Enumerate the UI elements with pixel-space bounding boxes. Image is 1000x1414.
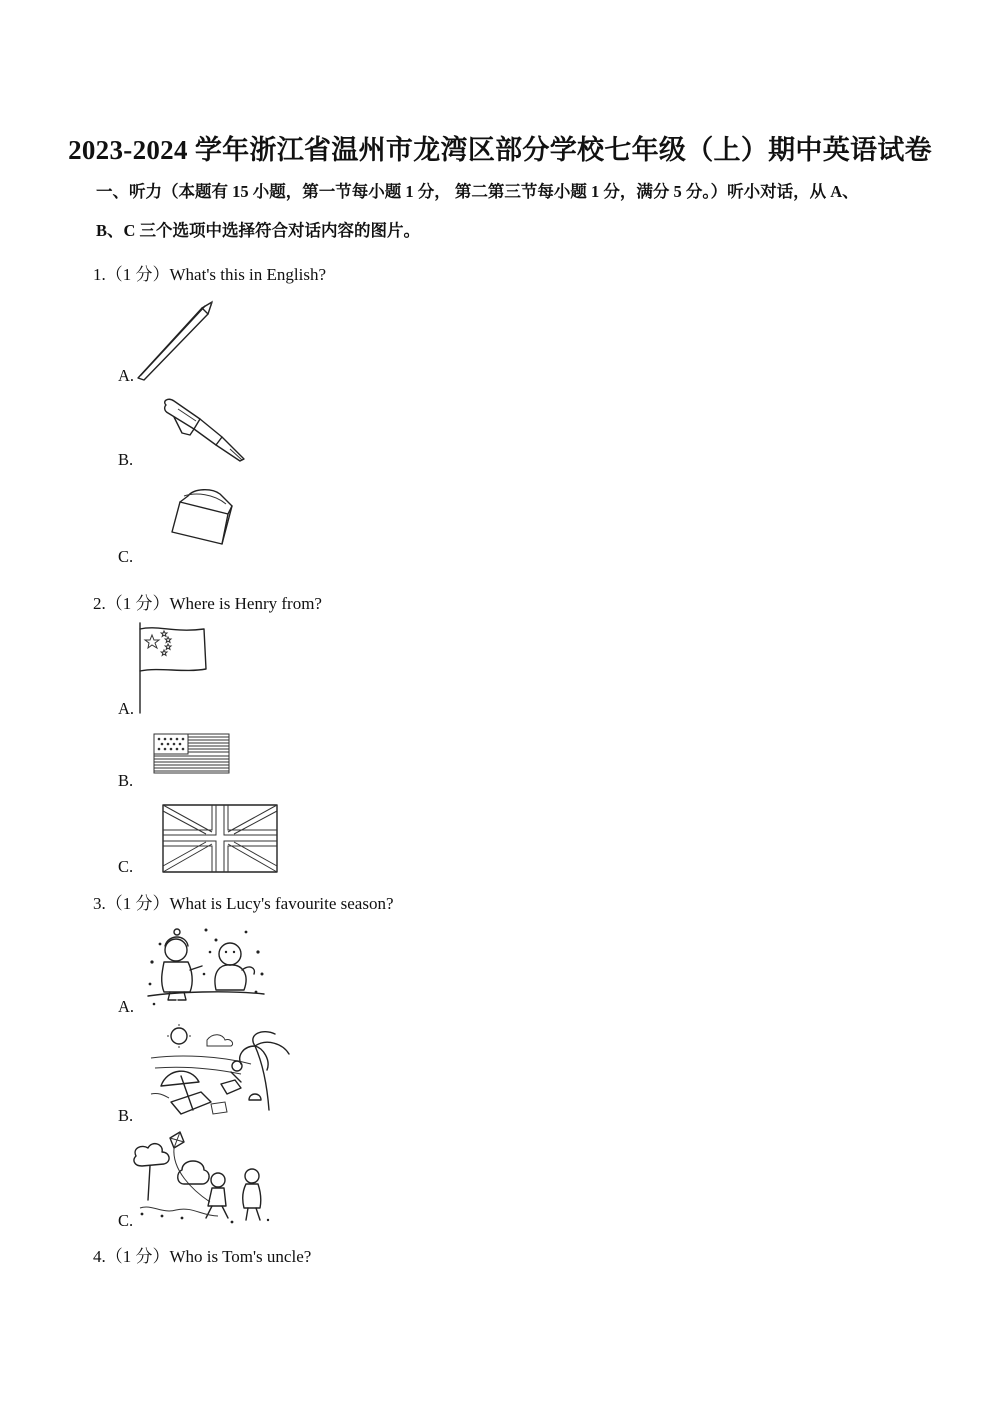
eraser-icon — [168, 486, 238, 556]
q1-option-b: B. — [118, 450, 134, 469]
question-2: 2.（1 分）Where is Henry from? — [93, 594, 322, 613]
page-title: 2023-2024 学年浙江省温州市龙湾区部分学校七年级（上）期中英语试卷 — [68, 135, 932, 165]
q2-option-a: A. — [118, 699, 135, 718]
section-instruction-line2: B、C 三个选项中选择符合对话内容的图片。 — [96, 221, 421, 240]
q1-option-a: A. — [118, 366, 135, 385]
china-flag-icon — [134, 621, 210, 713]
question-3: 3.（1 分）What is Lucy's favourite season? — [93, 894, 394, 913]
q1-option-c: C. — [118, 547, 134, 566]
question-4: 4.（1 分）Who is Tom's uncle? — [93, 1247, 312, 1266]
q3-option-a: A. — [118, 997, 135, 1016]
fountain-pen-icon — [160, 397, 250, 467]
q3-option-c: C. — [118, 1211, 134, 1230]
uk-flag-icon — [162, 804, 280, 874]
spring-kite-icon — [132, 1130, 274, 1226]
question-1: 1.（1 分）What's this in English? — [93, 265, 327, 284]
pencil-icon — [136, 298, 216, 380]
winter-snowman-icon — [146, 922, 268, 1008]
q2-option-b: B. — [118, 771, 134, 790]
summer-beach-icon — [151, 1024, 297, 1118]
q3-option-b: B. — [118, 1106, 134, 1125]
q2-option-c: C. — [118, 857, 134, 876]
section-instruction-line1: 一、听力（本题有 15 小题，第一节每小题 1 分， 第二第三节每小题 1 分，满分 5 分。）听小对话，从 A、 — [96, 182, 859, 201]
usa-flag-icon — [153, 733, 231, 775]
